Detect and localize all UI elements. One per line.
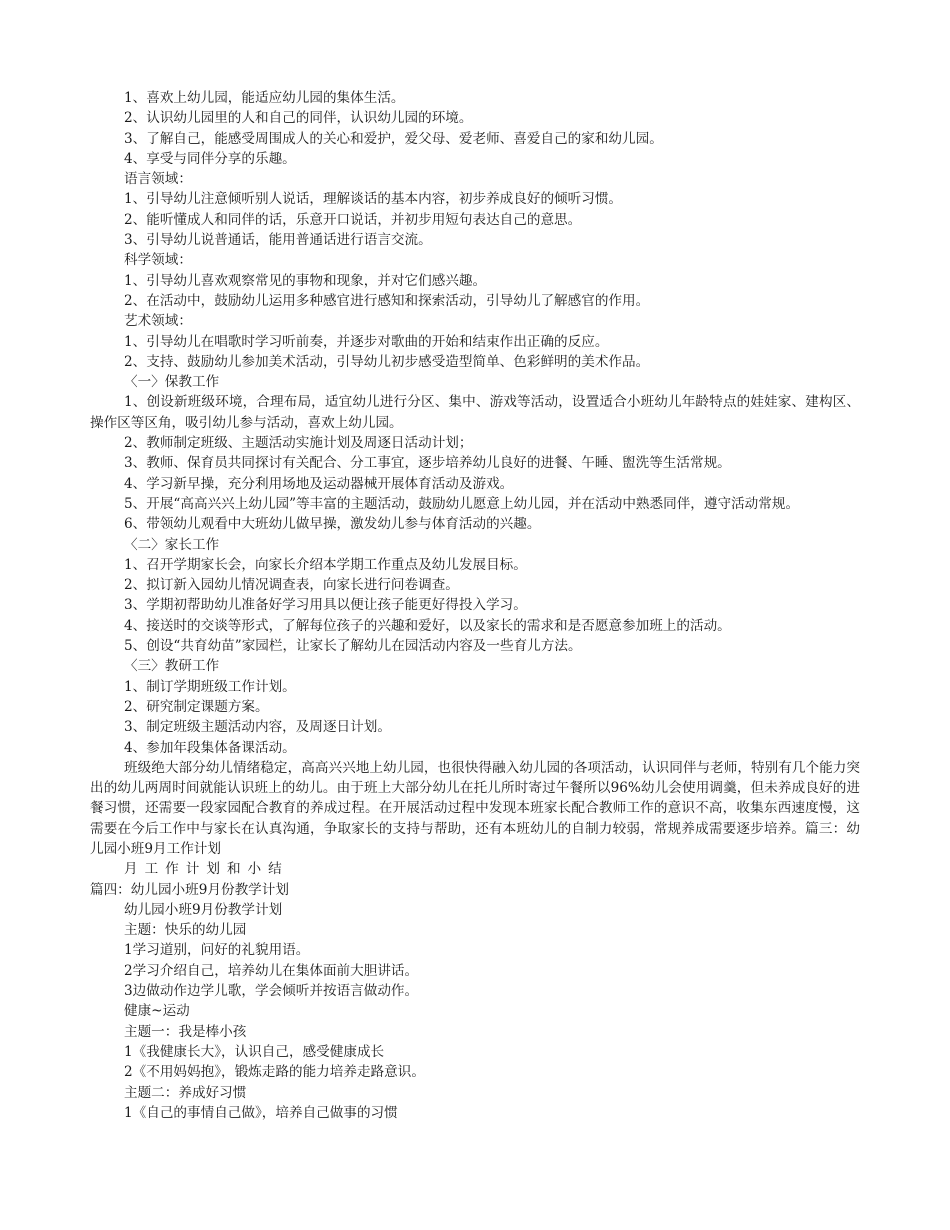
text-line: 2、支持、鼓励幼儿参加美术活动，引导幼儿初步感受造型简单、色彩鲜明的美术作品。 [124,353,650,370]
text-line: 2、研究制定课题方案。 [124,698,269,715]
text-line: 2、拟订新入园幼儿情况调查表，向家长进行问卷调查。 [124,577,459,594]
text-line: 1、召开学期家长会，向家长介绍本学期工作重点及幼儿发展目标。 [124,556,527,573]
section-heading: 〈一〉保教工作 [124,374,220,391]
section-heading: 〈三〉教研工作 [124,658,220,675]
text-line: 3、了解自己，能感受周围成人的关心和爱护，爱父母、爱老师、喜爱自己的家和幼儿园。 [124,130,663,147]
text-line: 2、能听懂成人和同伴的话，乐意开口说话，并初步用短句表达自己的意思。 [124,211,582,228]
theme-line: 主题一：我是棒小孩 [124,1023,247,1040]
section-heading: 科学领域： [124,252,192,269]
section-heading: 艺术领域： [124,313,192,330]
text-line: 4、学习新早操，充分利用场地及运动器械开展体育活动及游戏。 [124,475,514,492]
text-line: 1、引导幼儿喜欢观察常见的事物和现象，并对它们感兴趣。 [124,272,487,289]
paragraph: 5、开展“高高兴兴上幼儿园”等丰富的主题活动，鼓励幼儿愿意上幼儿园，并在活动中熟悉同伴，遵守活动常规。 [124,495,800,512]
text-line: 5、创设“共育幼苗”家园栏，让家长了解幼儿在园活动内容及一些育儿方法。 [124,638,582,655]
text-line: 2、在活动中，鼓励幼儿运用多种感官进行感知和探索活动，引导幼儿了解感官的作用。 [124,292,650,309]
text-line: 1《我健康长大》，认识自己，感受健康成长 [124,1043,385,1060]
text-line: 3、学期初帮助幼儿准备好学习用具以便让孩子能更好得投入学习。 [124,597,527,614]
text-line: 2学习介绍自己，培养幼儿在集体面前大胆讲话。 [124,962,419,979]
text-line: 3边做动作边学儿歌，学会倾听并按语言做动作。 [124,983,419,1000]
text-line: 2、教师制定班级、主题活动实施计划及周逐日活动计划； [124,435,473,452]
paragraph: 1、创设新班级环境，合理布局，适宜幼儿进行分区、集中、游戏等活动，设置适合小班幼儿年龄特点的娃娃家、建构区、操作区等区角，吸引幼儿参与活动，喜欢上幼儿园。 [90,394,860,431]
text-line: 1、制订学期班级工作计划。 [124,678,296,695]
plan-title: 幼儿园小班9月份教学计划 [124,901,283,918]
text-line: 1《自己的事情自己做》，培养自己做事的习惯 [124,1104,398,1121]
text-line: 2《不用妈妈抱》，锻炼走路的能力培养走路意识。 [124,1064,425,1081]
text-line: 3、教师、保育员共同探讨有关配合、分工事宜，逐步培养幼儿良好的进餐、午睡、盥洗等生活常规。 [124,455,731,472]
text-line: 3、制定班级主题活动内容，及周逐日计划。 [124,719,391,736]
text-line: 1学习道别，问好的礼貌用语。 [124,942,310,959]
text-line: 6、带领幼儿观看中大班幼儿做早操，激发幼儿参与体育活动的兴趣。 [124,516,541,533]
section-heading: 〈二〉家长工作 [124,536,220,553]
section-heading: 语言领域： [124,171,192,188]
chapter-heading: 篇四：幼儿园小班9月份教学计划 [90,881,289,898]
section-heading: 健康~运动 [124,1003,190,1020]
text-line: 2、认识幼儿园里的人和自己的同伴，认识幼儿园的环境。 [124,110,473,127]
theme-line: 主题：快乐的幼儿园 [124,922,247,939]
summary-paragraph: 班级绝大部分幼儿情绪稳定，高高兴兴地上幼儿园，也很快得融入幼儿园的各项活动，认识同伴与老师，特别有几个能力突出的幼儿两周时间就能认识班上的幼儿。由于班上大部分幼儿在托儿所时寄过午餐所以96%幼儿会使用调羹，但未养成良好的进餐习惯，还需要一段家园配合教育的养成过程。在开展活动过程中发现本班家长配合教师工作的意识不高，收集东西速度慢，这需要在今后工作中与家长在认真沟通，争取家长的支持与帮助，还有本班幼儿的自制力较弱，常规养成需要逐步培养。篇三：幼儿园小班9月工作计划 [90,759,860,857]
text-line: 4、享受与同伴分享的乐趣。 [124,150,296,167]
text-line: 1、引导幼儿在唱歌时学习听前奏，并逐步对歌曲的开始和结束作出正确的反应。 [124,333,609,350]
text-line: 1、喜欢上幼儿园，能适应幼儿园的集体生活。 [124,90,405,106]
text-line: 4、接送时的交谈等形式，了解每位孩子的兴趣和爱好，以及家长的需求和是否愿意参加班上的活动。 [124,617,731,634]
text-line: 3、引导幼儿说普通话，能用普通话进行语言交流。 [124,232,432,249]
subtitle: 月工作计划和小结 [124,861,289,878]
theme-line: 主题二：养成好习惯 [124,1084,247,1101]
text-line: 1、引导幼儿注意倾听别人说话，理解谈话的基本内容，初步养成良好的倾听习惯。 [124,191,623,208]
text-line: 4、参加年段集体备课活动。 [124,739,296,756]
